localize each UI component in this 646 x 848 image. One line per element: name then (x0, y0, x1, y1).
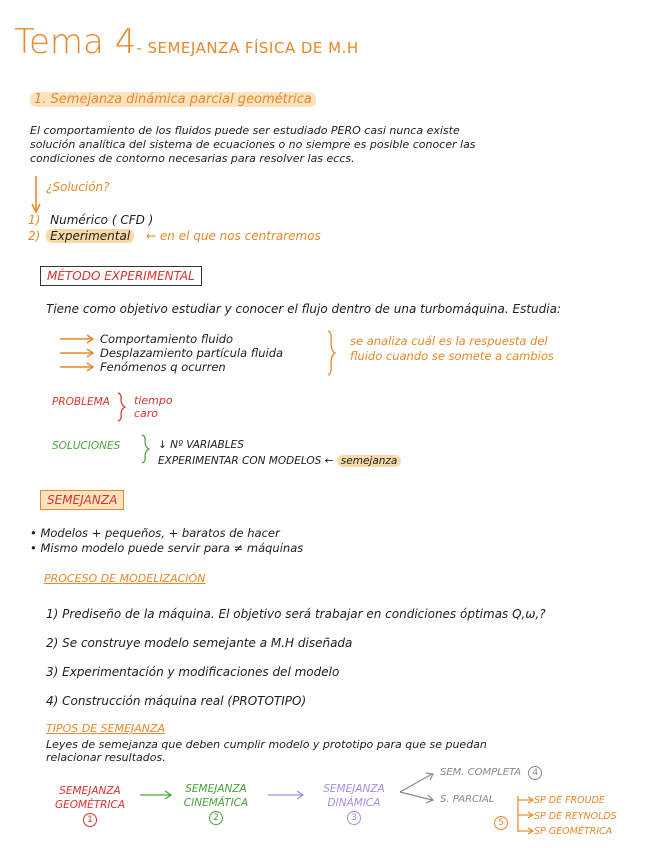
completa-text: SEM. COMPLETA (440, 767, 522, 778)
bullet-1: • Modelos + pequeños, + baratos de hacer (30, 526, 280, 540)
metodo-heading: MÉTODO EXPERIMENTAL (40, 266, 202, 286)
cinematica-line1: SEMEJANZA (185, 783, 247, 795)
step-1: 1) Prediseño de la máquina. El objetivo será trabajar en condiciones óptimas Q,ω,? (46, 607, 546, 621)
sp-reynolds: SP DE REYNOLDS (534, 810, 617, 822)
tipos-intro (46, 738, 487, 764)
arrow-dina-branches (398, 770, 438, 810)
solution-2 (158, 453, 401, 469)
parcial-num-wrap (494, 810, 508, 830)
metodo-item-3: Fenómenos q ocurren (100, 360, 226, 374)
diagram-parcial (440, 794, 494, 805)
tipos-intro-1: Leyes de semejanza que deben cumplir modelo y prototipo para que se puedan (46, 738, 487, 751)
cinematica-line2: CINEMÁTICA (183, 797, 249, 809)
option-2-text: Experimental (46, 229, 134, 243)
tipos-heading: TIPOS DE SEMEJANZA (46, 722, 166, 735)
tipos-intro-2: relacionar resultados. (46, 751, 166, 764)
section1-paragraph (30, 124, 476, 166)
step-3: 3) Experimentación y modificaciones del modelo (46, 665, 340, 679)
para-line-3: condiciones de contorno necesarias para resolver las eccs. (30, 152, 355, 165)
dinamica-line1: SEMEJANZA (323, 783, 385, 795)
arrow-geo-cine (140, 790, 176, 800)
solution-2-text: EXPERIMENTAR CON MODELOS ← (158, 455, 334, 467)
title-text: - SEMEJANZA FÍSICA DE M.H (136, 39, 359, 57)
diagram-completa (440, 766, 542, 780)
solution-arrow (32, 176, 42, 216)
bullet-2: • Mismo modelo puede servir para ≠ máquinas (30, 541, 304, 555)
metodo-note-1: se analiza cuál es la respuesta del (350, 334, 548, 348)
para-line-2: solución analítica del sistema de ecuaciones o no siempre es posible conocer las (30, 138, 476, 151)
completa-num: 4 (528, 766, 542, 780)
dinamica-num: 3 (347, 811, 361, 825)
metodo-item-2: Desplazamiento partícula fluida (100, 346, 284, 360)
metodo-items (100, 332, 283, 374)
para-line-1: El comportamiento de los fluidos puede ser estudiado PERO casi nunca existe (30, 124, 460, 137)
problem-label: PROBLEMA (52, 396, 110, 408)
solutions-list (158, 437, 401, 469)
option-numeric (28, 213, 153, 227)
metodo-intro: Tiene como objetivo estudiar y conocer el flujo dentro de una turbomáquina. Estudia: (46, 302, 561, 316)
proceso-steps (46, 600, 546, 716)
step-2: 2) Se construye modelo semejante a M.H diseñada (46, 636, 353, 650)
option-experimental (28, 229, 321, 243)
page-title (14, 22, 359, 62)
section1-heading-text: 1. Semejanza dinámica parcial geométrica (30, 92, 316, 107)
geometrica-num: 1 (83, 813, 97, 827)
geometrica-line1: SEMEJANZA (59, 785, 121, 797)
semejanza-tag: semejanza (337, 455, 402, 467)
option-1-text: Numérico ( CFD ) (50, 213, 154, 227)
solution-1: ↓ Nº VARIABLES (158, 439, 244, 451)
focus-note: ← en el que nos centraremos (146, 229, 321, 243)
sp-froude: SP DE FROUDE (534, 795, 605, 806)
metodo-item-arrows (60, 334, 100, 374)
metodo-item-1: Comportamiento fluido (100, 332, 234, 346)
cinematica-num: 2 (209, 811, 223, 825)
diagram-geometrica (46, 784, 134, 827)
problem-list (134, 394, 173, 420)
problem-1: tiempo (134, 394, 173, 407)
metodo-brace (326, 330, 336, 376)
proceso-heading: PROCESO DE MODELIZACIÓN (44, 572, 206, 585)
semejanza-bullets (30, 526, 303, 556)
option-1-num: 1) (28, 213, 41, 227)
sp-geometrica: SP GEOMÉTRICA (534, 826, 613, 837)
dinamica-line2: DINÁMICA (327, 797, 381, 809)
geometrica-line2: GEOMÉTRICA (54, 799, 126, 811)
section1-heading (30, 92, 316, 107)
parcial-text: S. PARCIAL (440, 794, 495, 805)
title-prefix: Tema 4 (14, 22, 137, 62)
solutions-brace (140, 434, 150, 464)
problem-brace (116, 392, 126, 422)
parcial-sub-list (534, 793, 617, 840)
diagram-dinamica (312, 782, 396, 825)
metodo-note (350, 334, 554, 364)
semejanza-heading: SEMEJANZA (40, 490, 124, 510)
parcial-num: 5 (494, 816, 508, 830)
arrow-cine-dina (268, 790, 308, 800)
problem-2: caro (134, 407, 159, 420)
step-4: 4) Construcción máquina real (PROTOTIPO) (46, 694, 307, 708)
option-2-num: 2) (28, 229, 41, 243)
solutions-label: SOLUCIONES (52, 440, 121, 452)
diagram-cinematica (172, 782, 260, 825)
solution-label: ¿Solución? (46, 180, 110, 194)
metodo-note-2: fluido cuando se somete a cambios (350, 349, 554, 363)
